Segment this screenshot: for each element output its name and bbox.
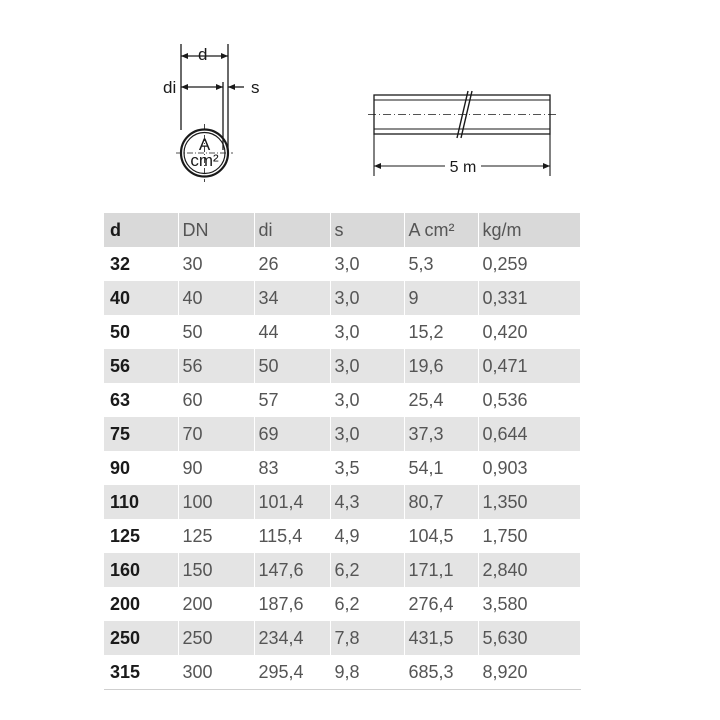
table-row [104,587,580,621]
cell-dn: 30 [178,247,254,281]
cell-area: 37,3 [404,417,478,451]
cell-s: 3,0 [330,247,404,281]
cell-di: 295,4 [254,655,330,690]
cell-di: 44 [254,315,330,349]
pipe-diagram [0,0,720,200]
cell-d: 40 [104,281,178,315]
cell-di: 26 [254,247,330,281]
cell-s: 6,2 [330,553,404,587]
cell-d: 110 [104,485,178,519]
cell-dn: 70 [178,417,254,451]
cell-dn: 56 [178,349,254,383]
cell-weight: 0,644 [478,417,580,451]
cell-weight: 5,630 [478,621,580,655]
table-row [104,383,580,417]
cell-di: 50 [254,349,330,383]
cell-d: 250 [104,621,178,655]
arrow-d-right [221,53,228,59]
arrow-di-left [181,84,188,90]
table-row [104,485,580,519]
header-d: d [104,213,178,247]
arrow-s [228,84,235,90]
cell-weight: 0,903 [478,451,580,485]
header-di: di [254,213,330,247]
cell-dn: 250 [178,621,254,655]
cell-weight: 0,331 [478,281,580,315]
table-row [104,519,580,553]
cell-weight: 3,580 [478,587,580,621]
cell-d: 160 [104,553,178,587]
cell-di: 115,4 [254,519,330,553]
cell-s: 3,0 [330,315,404,349]
cell-area: 685,3 [404,655,478,690]
header-weight: kg/m [478,213,580,247]
label-s: s [251,78,260,97]
cell-di: 147,6 [254,553,330,587]
cell-area: 19,6 [404,349,478,383]
cell-di: 83 [254,451,330,485]
cell-s: 3,5 [330,451,404,485]
cell-weight: 0,420 [478,315,580,349]
table-row [104,281,580,315]
label-d: d [198,45,208,64]
cell-area: 5,3 [404,247,478,281]
header-s: s [330,213,404,247]
cell-weight: 8,920 [478,655,580,690]
arrow-di-right [216,84,223,90]
cell-d: 32 [104,247,178,281]
cell-dn: 50 [178,315,254,349]
cell-d: 200 [104,587,178,621]
cell-area: 171,1 [404,553,478,587]
cell-dn: 125 [178,519,254,553]
cell-dn: 60 [178,383,254,417]
header-row [104,213,580,247]
cell-s: 3,0 [330,383,404,417]
cell-di: 187,6 [254,587,330,621]
cross-section-arrows [181,53,235,90]
cell-d: 315 [104,655,178,690]
label-area-a: A [198,135,211,154]
cell-s: 9,8 [330,655,404,690]
cell-d: 90 [104,451,178,485]
table-row [104,621,580,655]
table-body [104,247,580,690]
cell-dn: 90 [178,451,254,485]
table-row [104,451,580,485]
cell-di: 234,4 [254,621,330,655]
cell-s: 3,0 [330,349,404,383]
cell-di: 101,4 [254,485,330,519]
cell-weight: 0,259 [478,247,580,281]
table-header [104,213,580,247]
cell-area: 431,5 [404,621,478,655]
cell-weight: 1,750 [478,519,580,553]
cell-area: 104,5 [404,519,478,553]
cell-d: 63 [104,383,178,417]
cell-s: 6,2 [330,587,404,621]
table-row [104,417,580,451]
cell-di: 57 [254,383,330,417]
cell-weight: 0,536 [478,383,580,417]
cell-dn: 100 [178,485,254,519]
cell-di: 34 [254,281,330,315]
cell-d: 125 [104,519,178,553]
cell-s: 3,0 [330,417,404,451]
cell-dn: 300 [178,655,254,690]
cell-d: 50 [104,315,178,349]
arrow-len-left [374,163,381,169]
cell-di: 69 [254,417,330,451]
cell-dn: 150 [178,553,254,587]
header-dn: DN [178,213,254,247]
arrow-len-right [543,163,550,169]
header-area: A cm² [404,213,478,247]
cell-area: 9 [404,281,478,315]
arrow-d-left [181,53,188,59]
cell-s: 7,8 [330,621,404,655]
cell-area: 15,2 [404,315,478,349]
cell-d: 75 [104,417,178,451]
label-length: 5 m [449,159,477,176]
cell-area: 276,4 [404,587,478,621]
cell-weight: 1,350 [478,485,580,519]
cell-area: 80,7 [404,485,478,519]
pipe-diagram-svg [0,0,720,200]
table-row [104,553,580,587]
cell-area: 54,1 [404,451,478,485]
table-row [104,655,580,690]
cell-weight: 2,840 [478,553,580,587]
cell-d: 56 [104,349,178,383]
cell-s: 4,9 [330,519,404,553]
pipe-spec-table [104,213,581,690]
cell-s: 4,3 [330,485,404,519]
table-row [104,247,580,281]
table-row [104,315,580,349]
label-area-unit: cm² [190,151,219,170]
cell-weight: 0,471 [478,349,580,383]
cell-area: 25,4 [404,383,478,417]
label-di: di [163,78,177,97]
table-row [104,349,580,383]
cell-dn: 40 [178,281,254,315]
cell-dn: 200 [178,587,254,621]
cell-s: 3,0 [330,281,404,315]
